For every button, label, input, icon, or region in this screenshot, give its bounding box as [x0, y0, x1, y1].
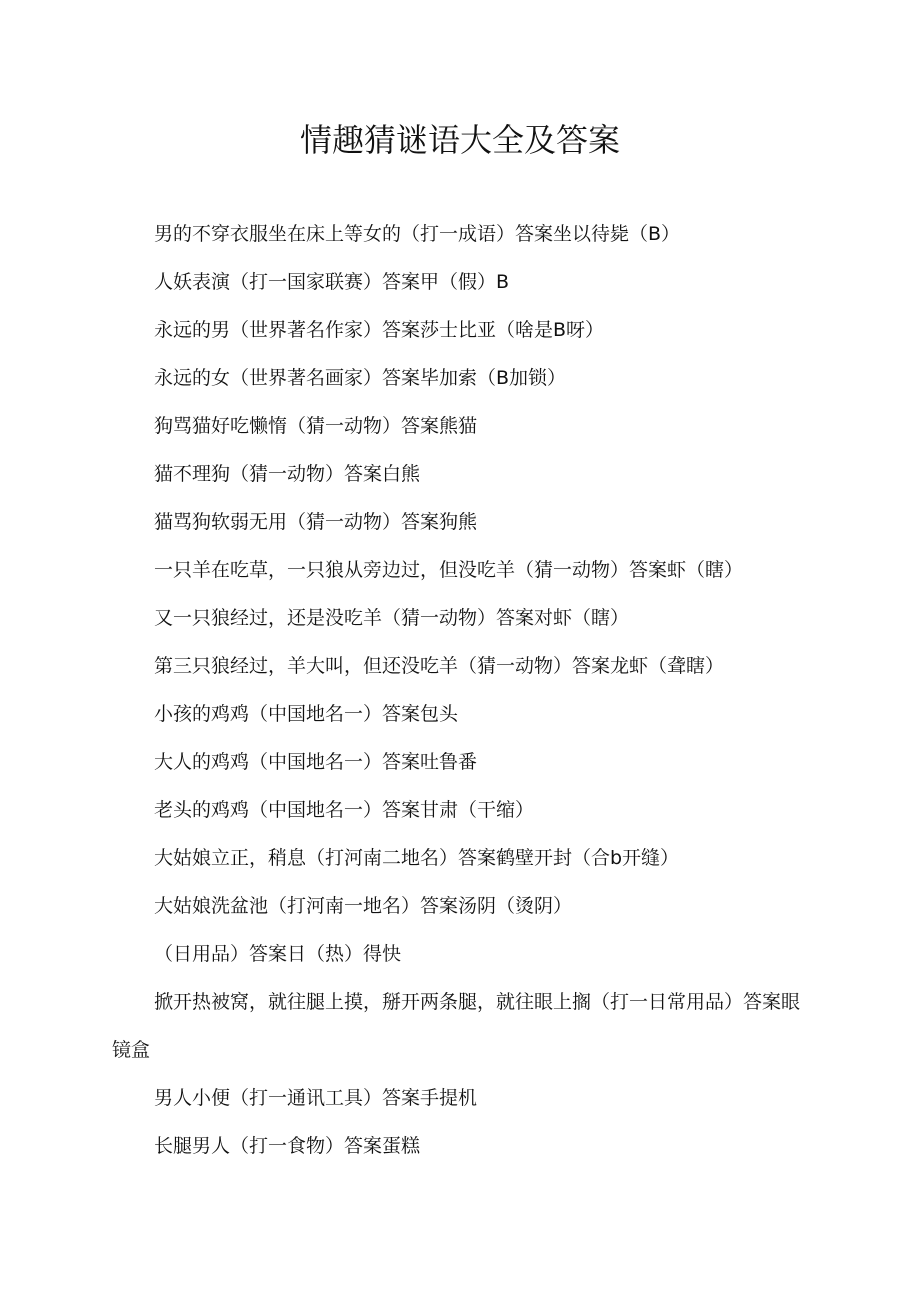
riddle-paragraph: 第三只狼经过，羊大叫，但还没吃羊（猜一动物）答案龙虾（聋瞎）	[154, 655, 725, 677]
riddle-paragraph: 大姑娘立正，稍息（打河南二地名）答案鹤壁开封（合b开缝）	[154, 847, 680, 869]
riddle-paragraph: 狗骂猫好吃懒惰（猜一动物）答案熊猫	[154, 415, 478, 437]
riddle-paragraph: 猫骂狗软弱无用（猜一动物）答案狗熊	[154, 511, 478, 533]
riddle-paragraph: 掀开热被窝，就往腿上摸，掰开两条腿，就往眼上搁（打一日常用品）答案眼镜盒	[112, 991, 801, 1061]
riddle-paragraph: 永远的女（世界著名画家）答案毕加索（B加锁）	[154, 367, 567, 389]
document-title: 情趣猜谜语大全及答案	[299, 121, 620, 159]
riddle-paragraph: 男人小便（打一通讯工具）答案手提机	[154, 1087, 478, 1109]
riddle-paragraph: 又一只狼经过，还是没吃羊（猜一动物）答案对虾（瞎）	[154, 607, 630, 629]
riddle-paragraph: 男的不穿衣服坐在床上等女的（打一成语）答案坐以待毙（B）	[154, 223, 681, 245]
riddle-paragraph: （日用品）答案日（热）得快	[154, 943, 402, 965]
riddle-paragraph: 长腿男人（打一食物）答案蛋糕	[154, 1135, 421, 1157]
riddle-paragraph: 永远的男（世界著名作家）答案莎士比亚（啥是B呀）	[154, 319, 605, 341]
riddle-paragraph: 猫不理狗（猜一动物）答案白熊	[154, 463, 421, 485]
riddle-paragraph: 老头的鸡鸡（中国地名一）答案甘肃（干缩）	[154, 799, 535, 821]
riddle-paragraph: 大姑娘洗盆池（打河南一地名）答案汤阴（烫阴）	[154, 895, 573, 917]
riddle-paragraph: 大人的鸡鸡（中国地名一）答案吐鲁番	[154, 751, 478, 773]
riddle-paragraph: 人妖表演（打一国家联赛）答案甲（假）B	[154, 271, 510, 293]
riddle-paragraph: 小孩的鸡鸡（中国地名一）答案包头	[154, 703, 459, 725]
riddle-paragraph: 一只羊在吃草，一只狼从旁边过，但没吃羊（猜一动物）答案虾（瞎）	[154, 559, 744, 581]
document-body	[112, 210, 812, 1170]
